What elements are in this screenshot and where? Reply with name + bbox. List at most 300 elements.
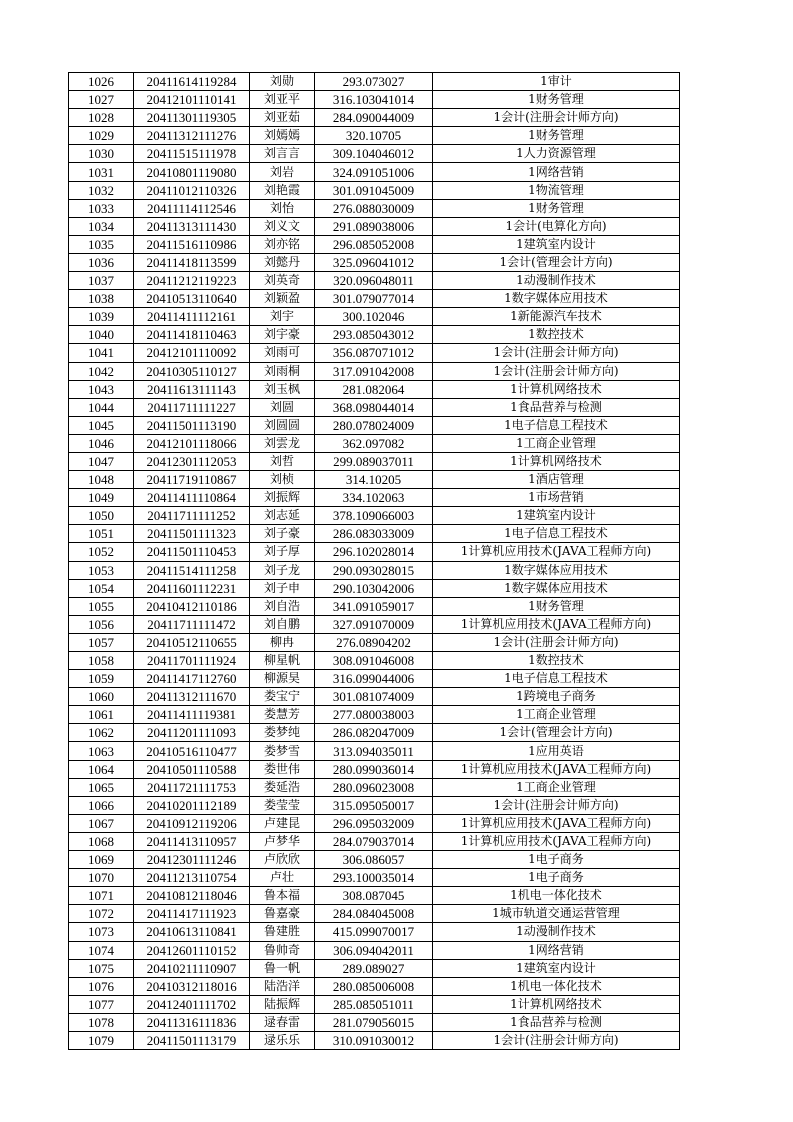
- major-cell: 1数字媒体应用技术: [433, 290, 680, 308]
- name-cell: 娄梦雪: [250, 742, 315, 760]
- exam-id-cell: 20410513110640: [134, 290, 250, 308]
- score-cell: 325.096041012: [315, 253, 433, 271]
- row-index-cell: 1044: [69, 398, 134, 416]
- score-cell: 281.079056015: [315, 1013, 433, 1031]
- name-cell: 刘子豪: [250, 525, 315, 543]
- score-cell: 334.102063: [315, 489, 433, 507]
- major-cell: 1电子信息工程技术: [433, 525, 680, 543]
- score-cell: 286.083033009: [315, 525, 433, 543]
- table-row: [69, 380, 680, 398]
- major-cell: 1物流管理: [433, 181, 680, 199]
- name-cell: 刘自鹏: [250, 615, 315, 633]
- exam-id-cell: 20411411119381: [134, 706, 250, 724]
- exam-id-cell: 20412301111246: [134, 851, 250, 869]
- major-cell: 1跨境电子商务: [433, 688, 680, 706]
- name-cell: 刘圆: [250, 398, 315, 416]
- major-cell: 1建筑室内设计: [433, 235, 680, 253]
- score-cell: 299.089037011: [315, 452, 433, 470]
- row-index-cell: 1062: [69, 724, 134, 742]
- name-cell: 刘振辉: [250, 489, 315, 507]
- major-cell: 1数控技术: [433, 326, 680, 344]
- exam-id-cell: 20411501111323: [134, 525, 250, 543]
- major-cell: 1工商企业管理: [433, 778, 680, 796]
- major-cell: 1网络营销: [433, 941, 680, 959]
- score-cell: 320.10705: [315, 127, 433, 145]
- row-index-cell: 1076: [69, 977, 134, 995]
- major-cell: 1应用英语: [433, 742, 680, 760]
- exam-id-cell: 20410501110588: [134, 760, 250, 778]
- row-index-cell: 1035: [69, 235, 134, 253]
- score-cell: 301.091045009: [315, 181, 433, 199]
- score-cell: 276.08904202: [315, 633, 433, 651]
- exam-id-cell: 20411514111258: [134, 561, 250, 579]
- name-cell: 刘子申: [250, 579, 315, 597]
- name-cell: 刘颖盈: [250, 290, 315, 308]
- major-cell: 1食品营养与检测: [433, 1013, 680, 1031]
- row-index-cell: 1033: [69, 199, 134, 217]
- major-cell: 1动漫制作技术: [433, 272, 680, 290]
- table-row: [69, 127, 680, 145]
- row-index-cell: 1074: [69, 941, 134, 959]
- row-index-cell: 1073: [69, 923, 134, 941]
- name-cell: 刘懿丹: [250, 253, 315, 271]
- score-cell: 314.10205: [315, 471, 433, 489]
- table-row: [69, 905, 680, 923]
- name-cell: 刘亦铭: [250, 235, 315, 253]
- table-row: [69, 235, 680, 253]
- exam-id-cell: 20411601112231: [134, 579, 250, 597]
- row-index-cell: 1047: [69, 452, 134, 470]
- table-row: [69, 760, 680, 778]
- row-index-cell: 1075: [69, 959, 134, 977]
- major-cell: 1电子信息工程技术: [433, 670, 680, 688]
- major-cell: 1财务管理: [433, 597, 680, 615]
- row-index-cell: 1068: [69, 832, 134, 850]
- table-row: [69, 489, 680, 507]
- score-cell: 310.091030012: [315, 1031, 433, 1049]
- table-row: [69, 959, 680, 977]
- table-row: [69, 326, 680, 344]
- major-cell: 1市场营销: [433, 489, 680, 507]
- name-cell: 柳源昊: [250, 670, 315, 688]
- row-index-cell: 1060: [69, 688, 134, 706]
- major-cell: 1计算机网络技术: [433, 380, 680, 398]
- exam-id-cell: 20411411110864: [134, 489, 250, 507]
- table-row: [69, 724, 680, 742]
- table-row: [69, 995, 680, 1013]
- table-row: [69, 452, 680, 470]
- name-cell: 刘艳霞: [250, 181, 315, 199]
- row-index-cell: 1032: [69, 181, 134, 199]
- table-row: [69, 742, 680, 760]
- table-row: [69, 597, 680, 615]
- score-table: [68, 72, 680, 1050]
- table-row: [69, 814, 680, 832]
- exam-id-cell: 20410812118046: [134, 887, 250, 905]
- exam-id-cell: 20411313111430: [134, 217, 250, 235]
- row-index-cell: 1078: [69, 1013, 134, 1031]
- score-cell: 284.090044009: [315, 109, 433, 127]
- name-cell: 鲁嘉豪: [250, 905, 315, 923]
- row-index-cell: 1069: [69, 851, 134, 869]
- exam-id-cell: 20412601110152: [134, 941, 250, 959]
- table-body: [69, 73, 680, 1050]
- table-row: [69, 796, 680, 814]
- exam-id-cell: 20411212119223: [134, 272, 250, 290]
- table-row: [69, 1013, 680, 1031]
- table-row: [69, 561, 680, 579]
- row-index-cell: 1067: [69, 814, 134, 832]
- exam-id-cell: 20411213110754: [134, 869, 250, 887]
- row-index-cell: 1030: [69, 145, 134, 163]
- row-index-cell: 1041: [69, 344, 134, 362]
- table-row: [69, 73, 680, 91]
- exam-id-cell: 20410912119206: [134, 814, 250, 832]
- major-cell: 1计算机应用技术(JAVA工程师方向): [433, 543, 680, 561]
- row-index-cell: 1039: [69, 308, 134, 326]
- exam-id-cell: 20411301119305: [134, 109, 250, 127]
- exam-id-cell: 20411417111923: [134, 905, 250, 923]
- row-index-cell: 1072: [69, 905, 134, 923]
- major-cell: 1计算机网络技术: [433, 995, 680, 1013]
- major-cell: 1人力资源管理: [433, 145, 680, 163]
- major-cell: 1会计(管理会计方向): [433, 253, 680, 271]
- exam-id-cell: 20410312118016: [134, 977, 250, 995]
- major-cell: 1工商企业管理: [433, 434, 680, 452]
- table-row: [69, 181, 680, 199]
- score-cell: 280.096023008: [315, 778, 433, 796]
- row-index-cell: 1046: [69, 434, 134, 452]
- score-cell: 378.109066003: [315, 507, 433, 525]
- name-cell: 刘哲: [250, 452, 315, 470]
- row-index-cell: 1071: [69, 887, 134, 905]
- name-cell: 逯春雷: [250, 1013, 315, 1031]
- name-cell: 娄莹莹: [250, 796, 315, 814]
- major-cell: 1城市轨道交通运营管理: [433, 905, 680, 923]
- exam-id-cell: 20411701111924: [134, 652, 250, 670]
- name-cell: 刘亚平: [250, 91, 315, 109]
- name-cell: 刘桢: [250, 471, 315, 489]
- major-cell: 1电子商务: [433, 869, 680, 887]
- major-cell: 1食品营养与检测: [433, 398, 680, 416]
- table-row: [69, 525, 680, 543]
- exam-id-cell: 20411418113599: [134, 253, 250, 271]
- score-cell: 306.086057: [315, 851, 433, 869]
- name-cell: 刘亚茹: [250, 109, 315, 127]
- exam-id-cell: 20412101110141: [134, 91, 250, 109]
- table-row: [69, 272, 680, 290]
- table-row: [69, 851, 680, 869]
- exam-id-cell: 20412101118066: [134, 434, 250, 452]
- score-cell: 284.084045008: [315, 905, 433, 923]
- major-cell: 1计算机应用技术(JAVA工程师方向): [433, 814, 680, 832]
- score-cell: 277.080038003: [315, 706, 433, 724]
- table-row: [69, 688, 680, 706]
- row-index-cell: 1049: [69, 489, 134, 507]
- score-cell: 290.093028015: [315, 561, 433, 579]
- table-row: [69, 507, 680, 525]
- score-cell: 284.079037014: [315, 832, 433, 850]
- table-row: [69, 91, 680, 109]
- exam-id-cell: 20411417112760: [134, 670, 250, 688]
- name-cell: 陆浩洋: [250, 977, 315, 995]
- exam-id-cell: 20411312111670: [134, 688, 250, 706]
- row-index-cell: 1077: [69, 995, 134, 1013]
- score-cell: 362.097082: [315, 434, 433, 452]
- table-row: [69, 109, 680, 127]
- name-cell: 娄慧芳: [250, 706, 315, 724]
- row-index-cell: 1031: [69, 163, 134, 181]
- name-cell: 娄宝宁: [250, 688, 315, 706]
- major-cell: 1审计: [433, 73, 680, 91]
- score-cell: 286.082047009: [315, 724, 433, 742]
- exam-id-cell: 20411719110867: [134, 471, 250, 489]
- exam-id-cell: 20411501113190: [134, 416, 250, 434]
- row-index-cell: 1026: [69, 73, 134, 91]
- exam-id-cell: 20411501113179: [134, 1031, 250, 1049]
- table-row: [69, 416, 680, 434]
- name-cell: 柳星帆: [250, 652, 315, 670]
- row-index-cell: 1055: [69, 597, 134, 615]
- name-cell: 刘勋: [250, 73, 315, 91]
- score-cell: 316.099044006: [315, 670, 433, 688]
- score-cell: 327.091070009: [315, 615, 433, 633]
- name-cell: 刘言言: [250, 145, 315, 163]
- major-cell: 1酒店管理: [433, 471, 680, 489]
- exam-id-cell: 20411316111836: [134, 1013, 250, 1031]
- exam-id-cell: 20412401111702: [134, 995, 250, 1013]
- exam-id-cell: 20411614119284: [134, 73, 250, 91]
- row-index-cell: 1056: [69, 615, 134, 633]
- score-cell: 368.098044014: [315, 398, 433, 416]
- major-cell: 1机电一体化技术: [433, 887, 680, 905]
- row-index-cell: 1048: [69, 471, 134, 489]
- table-row: [69, 706, 680, 724]
- name-cell: 刘自浩: [250, 597, 315, 615]
- score-cell: 316.103041014: [315, 91, 433, 109]
- name-cell: 刘怡: [250, 199, 315, 217]
- name-cell: 娄世伟: [250, 760, 315, 778]
- name-cell: 鲁本福: [250, 887, 315, 905]
- exam-id-cell: 20411312111276: [134, 127, 250, 145]
- major-cell: 1工商企业管理: [433, 706, 680, 724]
- exam-id-cell: 20411012110326: [134, 181, 250, 199]
- major-cell: 1电子信息工程技术: [433, 416, 680, 434]
- name-cell: 刘雨桐: [250, 362, 315, 380]
- name-cell: 刘玉枫: [250, 380, 315, 398]
- exam-id-cell: 20411501110453: [134, 543, 250, 561]
- major-cell: 1会计(注册会计师方向): [433, 633, 680, 651]
- row-index-cell: 1028: [69, 109, 134, 127]
- table-row: [69, 941, 680, 959]
- row-index-cell: 1051: [69, 525, 134, 543]
- table-row: [69, 670, 680, 688]
- name-cell: 逯乐乐: [250, 1031, 315, 1049]
- major-cell: 1数字媒体应用技术: [433, 579, 680, 597]
- table-row: [69, 471, 680, 489]
- score-cell: 300.102046: [315, 308, 433, 326]
- name-cell: 娄梦纯: [250, 724, 315, 742]
- exam-id-cell: 20411411112161: [134, 308, 250, 326]
- table-row: [69, 145, 680, 163]
- table-row: [69, 308, 680, 326]
- score-cell: 280.099036014: [315, 760, 433, 778]
- score-cell: 280.078024009: [315, 416, 433, 434]
- name-cell: 卢建昆: [250, 814, 315, 832]
- score-cell: 315.095050017: [315, 796, 433, 814]
- major-cell: 1计算机应用技术(JAVA工程师方向): [433, 832, 680, 850]
- score-cell: 308.091046008: [315, 652, 433, 670]
- row-index-cell: 1065: [69, 778, 134, 796]
- major-cell: 1数字媒体应用技术: [433, 561, 680, 579]
- row-index-cell: 1043: [69, 380, 134, 398]
- row-index-cell: 1054: [69, 579, 134, 597]
- name-cell: 刘宇: [250, 308, 315, 326]
- table-row: [69, 344, 680, 362]
- score-cell: 290.103042006: [315, 579, 433, 597]
- name-cell: 刘子厚: [250, 543, 315, 561]
- exam-id-cell: 20410613110841: [134, 923, 250, 941]
- name-cell: 柳冉: [250, 633, 315, 651]
- row-index-cell: 1063: [69, 742, 134, 760]
- row-index-cell: 1079: [69, 1031, 134, 1049]
- row-index-cell: 1058: [69, 652, 134, 670]
- score-cell: 313.094035011: [315, 742, 433, 760]
- major-cell: 1计算机应用技术(JAVA工程师方向): [433, 760, 680, 778]
- row-index-cell: 1066: [69, 796, 134, 814]
- table-row: [69, 290, 680, 308]
- major-cell: 1建筑室内设计: [433, 959, 680, 977]
- row-index-cell: 1036: [69, 253, 134, 271]
- major-cell: 1电子商务: [433, 851, 680, 869]
- exam-id-cell: 20410412110186: [134, 597, 250, 615]
- score-cell: 291.089038006: [315, 217, 433, 235]
- row-index-cell: 1034: [69, 217, 134, 235]
- name-cell: 鲁一帆: [250, 959, 315, 977]
- table-row: [69, 977, 680, 995]
- table-row: [69, 652, 680, 670]
- row-index-cell: 1027: [69, 91, 134, 109]
- exam-id-cell: 20410201112189: [134, 796, 250, 814]
- major-cell: 1新能源汽车技术: [433, 308, 680, 326]
- name-cell: 卢欣欣: [250, 851, 315, 869]
- table-row: [69, 163, 680, 181]
- name-cell: 刘岩: [250, 163, 315, 181]
- exam-id-cell: 20412101110092: [134, 344, 250, 362]
- exam-id-cell: 20411413110957: [134, 832, 250, 850]
- table-row: [69, 1031, 680, 1049]
- table-row: [69, 778, 680, 796]
- score-cell: 356.087071012: [315, 344, 433, 362]
- major-cell: 1计算机应用技术(JAVA工程师方向): [433, 615, 680, 633]
- score-cell: 293.100035014: [315, 869, 433, 887]
- name-cell: 刘宇豪: [250, 326, 315, 344]
- name-cell: 鲁帅奇: [250, 941, 315, 959]
- exam-id-cell: 20411516110986: [134, 235, 250, 253]
- major-cell: 1会计(注册会计师方向): [433, 109, 680, 127]
- row-index-cell: 1045: [69, 416, 134, 434]
- name-cell: 刘英奇: [250, 272, 315, 290]
- score-cell: 324.091051006: [315, 163, 433, 181]
- row-index-cell: 1059: [69, 670, 134, 688]
- exam-id-cell: 20411721111753: [134, 778, 250, 796]
- major-cell: 1财务管理: [433, 127, 680, 145]
- exam-id-cell: 20411201111093: [134, 724, 250, 742]
- row-index-cell: 1057: [69, 633, 134, 651]
- score-cell: 276.088030009: [315, 199, 433, 217]
- name-cell: 刘嫣嫣: [250, 127, 315, 145]
- score-cell: 296.085052008: [315, 235, 433, 253]
- table-row: [69, 398, 680, 416]
- major-cell: 1计算机网络技术: [433, 452, 680, 470]
- score-cell: 281.082064: [315, 380, 433, 398]
- name-cell: 陆振辉: [250, 995, 315, 1013]
- major-cell: 1会计(注册会计师方向): [433, 796, 680, 814]
- table-row: [69, 923, 680, 941]
- table-row: [69, 199, 680, 217]
- table-row: [69, 887, 680, 905]
- major-cell: 1机电一体化技术: [433, 977, 680, 995]
- score-cell: 306.094042011: [315, 941, 433, 959]
- name-cell: 卢壮: [250, 869, 315, 887]
- score-cell: 309.104046012: [315, 145, 433, 163]
- name-cell: 刘雨可: [250, 344, 315, 362]
- score-cell: 308.087045: [315, 887, 433, 905]
- table-row: [69, 543, 680, 561]
- row-index-cell: 1037: [69, 272, 134, 290]
- exam-id-cell: 20411613111143: [134, 380, 250, 398]
- row-index-cell: 1040: [69, 326, 134, 344]
- exam-id-cell: 20410211110907: [134, 959, 250, 977]
- table-row: [69, 579, 680, 597]
- table-row: [69, 869, 680, 887]
- score-cell: 415.099070017: [315, 923, 433, 941]
- exam-id-cell: 20411711111227: [134, 398, 250, 416]
- major-cell: 1会计(电算化方向): [433, 217, 680, 235]
- major-cell: 1会计(管理会计方向): [433, 724, 680, 742]
- score-cell: 341.091059017: [315, 597, 433, 615]
- major-cell: 1动漫制作技术: [433, 923, 680, 941]
- row-index-cell: 1029: [69, 127, 134, 145]
- exam-id-cell: 20411711111472: [134, 615, 250, 633]
- exam-id-cell: 20410512110655: [134, 633, 250, 651]
- row-index-cell: 1038: [69, 290, 134, 308]
- score-cell: 301.081074009: [315, 688, 433, 706]
- table-row: [69, 362, 680, 380]
- major-cell: 1建筑室内设计: [433, 507, 680, 525]
- major-cell: 1财务管理: [433, 91, 680, 109]
- row-index-cell: 1064: [69, 760, 134, 778]
- score-cell: 296.095032009: [315, 814, 433, 832]
- row-index-cell: 1050: [69, 507, 134, 525]
- major-cell: 1会计(注册会计师方向): [433, 362, 680, 380]
- name-cell: 刘志延: [250, 507, 315, 525]
- name-cell: 刘圆圆: [250, 416, 315, 434]
- row-index-cell: 1053: [69, 561, 134, 579]
- name-cell: 刘子龙: [250, 561, 315, 579]
- exam-id-cell: 20411114112546: [134, 199, 250, 217]
- row-index-cell: 1052: [69, 543, 134, 561]
- score-cell: 317.091042008: [315, 362, 433, 380]
- major-cell: 1会计(注册会计师方向): [433, 1031, 680, 1049]
- score-cell: 301.079077014: [315, 290, 433, 308]
- major-cell: 1会计(注册会计师方向): [433, 344, 680, 362]
- data-sheet: [68, 72, 680, 1050]
- row-index-cell: 1061: [69, 706, 134, 724]
- name-cell: 刘义文: [250, 217, 315, 235]
- exam-id-cell: 20410516110477: [134, 742, 250, 760]
- table-row: [69, 633, 680, 651]
